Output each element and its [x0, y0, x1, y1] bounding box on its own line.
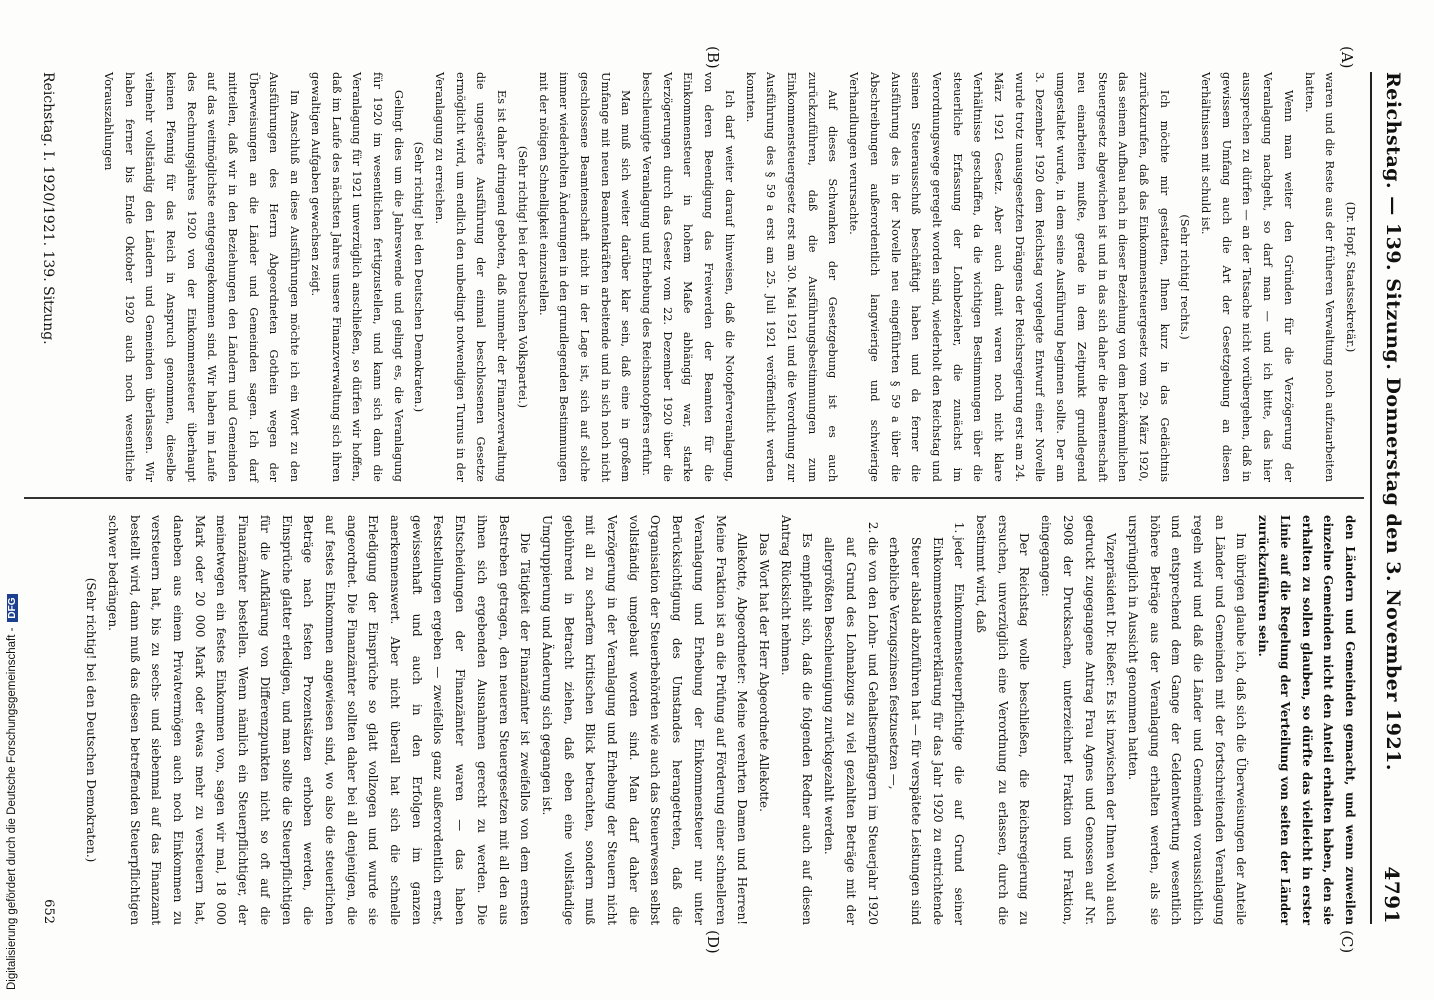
- paragraph: Ich darf weiter darauf hinweisen, daß die Notopferveranlagung, von deren Beendigung das Freiwerden der Beamten für die Einkommensteuer in hohem Maße abhängig war, starke Verzögerungen durch das Gesetz vom 22. Dezember 1920 über die beschleunigte Veranlagung und Erhebung des Reichsnotopfers erfuhr.: [640, 72, 736, 482]
- left-column: [97, 72, 1360, 482]
- paragraph: Das Wort hat der Herr Abgeordnete Allekotte.: [757, 533, 772, 812]
- header-page-number: 4791: [1380, 866, 1404, 924]
- right-column: [80, 515, 1360, 925]
- header-title: Reichstag. — 139. Sitzung. Donnerstag den 3. November 1921.: [1382, 72, 1404, 772]
- speaker-intro: (Dr. Hopf, Staatssekretär.): [1344, 201, 1357, 353]
- paragraph: Vizepräsident Dr. Rießer: Es ist inzwischen der Ihnen wohl auch gedruckt zugegangene Antrag Frau Agnes und Genossen auf Nr. 2908 der Drucksachen, unterzeichnet Fraktion und Fraktion, eingegangen:: [1039, 515, 1119, 925]
- paragraph: Es empfiehlt sich, daß die folgenden Redner auch auf diesen Antrag Rücksicht nehmen.: [778, 515, 815, 925]
- credit-text: Digitalisierung gefördert durch die Deutsche Forschungsgemeinschaft -: [6, 627, 18, 990]
- margin-mark-c: (C): [1338, 930, 1356, 954]
- paragraph: Es ist daher dringend geboten, daß nunmehr der Finanzverwaltung die ungestörte Ausführung der einmal beschlossenen Gesetze ermöglicht wird, um endlich den unbedingt notwendigen Turnus in der Veranlagung zu erreichen.: [433, 72, 509, 482]
- paragraph: Gelingt dies um die Jahreswende und gelingt es, die Veranlagung für 1920 im wesentlichen fertigzustellen, und kann sich dann die Veranlagung für 1921 unverzüglich anschließen, so dürfen wir hoffen, daß im Laufe des nächsten Jahres unsere Finanzverwaltung sich ihren gewaltigen Aufgaben gewachsen zeigt.: [308, 72, 405, 482]
- footer-source: Reichstag. I. 1920/1921. 139. Sitzung.: [40, 72, 56, 345]
- column-divider: [24, 497, 1364, 499]
- footer-page-number: 652: [41, 899, 56, 924]
- paragraph: Der Reichstag wolle beschließen, die Reichsregierung zu ersuchen, unverzüglich eine Verordnung zu erlassen, durch die bestimmt wird, daß: [974, 515, 1032, 925]
- paragraph: Im Anschluß an diese Ausführungen möchte ich ein Wort zu den Ausführungen des Herrn Abgeordneten Gothein wegen der Überweisungen an die Länder und Gemeinden sagen. Ich darf mitteilen, daß wir in den Beziehungen den Ländern und Gemeinden auf das weitmöglichste entgegengekommen sind. Wir haben im Laufe des Rechnungsjahres 1920 von der Einkommensteuer überhaupt keinen Pfennig für das Reich in Anspruch genommen, dieselbe vielmehr vollständig den Ländern und Gemeinden überlassen. Wir haben ferner bis Ende Oktober 1920 auch noch wesentliche Vorauszahlungen: [101, 72, 302, 482]
- header-rule: [1370, 72, 1372, 924]
- page-footer: [32, 72, 56, 924]
- paragraph: Allekotte, Abgeordneter: Meine verehrten Damen und Herren! Meine Fraktion ist an die Prüfung auf Förderung einer schnelleren Veranlagung und Erhebung der Einkommensteuer nur unter Berücksichtigung des Umstandes herangetreten, daß die Organisation der Steuerbehörden wie auch das Steuerwesen selbst vollständig umgebaut worden sind. Man darf daher die Verzögerung in der Veranlagung und Erhebung der Steuern nicht mit all zu scharfem kritischen Blick betrachten, sondern muß gebührend in Betracht ziehen, daß eben eine vollständige Umgruppierung und Änderung sich gegangen ist.: [539, 515, 750, 925]
- paragraph: Man muß sich weiter darüber klar sein, daß eine in großem Umfange mit neuen Beamtenkräften arbeitende und in sich noch nicht geschlossene Beamtenschaft nicht in der Lage ist, sich auf solche immer wiederholten Änderungen in den grundlegenden Bestimmungen mit der nötigen Schnelligkeit einzustellen.: [536, 72, 633, 482]
- interjection: (Sehr richtig! bei der Deutschen Volkspartei.): [515, 145, 529, 409]
- motion-list: [817, 515, 969, 925]
- paragraph: Wenn man weiter den Gründen für die Verzögerung der Veranlagung nachgeht, so darf man — und ich bitte, das hier aussprechen zu dürfen — an der Tatsache nicht vorübergehen, daß in gewissem Umfang auch die Art der Gesetzgebung an diesen Verhältnissen mit schuld ist.: [1199, 72, 1295, 482]
- margin-mark-b: (B): [704, 46, 722, 69]
- paragraph: Im übrigen glaube ich, daß sich die Überweisungen der Anteile an Länder und Gemeinden mit der fortschreitenden Veranlagung regeln wird und daß die Länder und Gemeinden voraussichtlich und entsprechend dem Gange der Geldentwertung wesentlich höhere Beträge aus der Veranlagung erhalten werden, als sie ursprünglich in Aussicht genommen hatten.: [1125, 515, 1249, 925]
- paragraph: Auf dieses Schwanken der Gesetzgebung ist es auch zurückzuführen, daß die Ausführungsbestimmungen zum Einkommensteuergesetz erst am 30. Mai 1921 und die Verordnung zur Ausführung des § 59 a erst am 25. Juli 1921 veröffentlicht werden konnten.: [743, 72, 840, 482]
- list-item: 2. die von den Lohn- und Gehaltsempfängern im Steuerjahr 1920 auf Grund des Lohnabzugs zu viel gezahlten Beträge mit der allergrößten Beschleunigung zurückgezahlt werden.: [817, 537, 882, 925]
- margin-mark-d: (D): [704, 930, 722, 954]
- list-item: 1. jeder Einkommensteuerpflichtige die auf Grund seiner Einkommensteuererklärung für das Jahr 1920 zu entrichtende Steuer alsbald abzuführen hat — für verspätete Leistungen sind erhebliche Verzugszinsen festzusetzen —,: [883, 537, 970, 925]
- interjection: (Sehr richtig! rechts.): [1178, 214, 1192, 340]
- paragraph: den Ländern und Gemeinden gemacht, und wenn zuweilen einzelne Gemeinden nicht den Anteil erhalten haben, den sie erhalten zu sollen glauben, so dürfte das vielleicht in erster Linie auf die Regelung der Verteilung von seiten der Länder zurückzuführen sein.: [1256, 515, 1357, 925]
- digitization-credit: [4, 390, 18, 990]
- interjection: (Sehr richtig! bei den Deutschen Demokraten.): [84, 577, 99, 863]
- paragraph: waren und die Reste aus der früheren Verwaltung noch aufzuarbeiten hatten.: [1302, 72, 1337, 482]
- interjection: (Sehr richtig! bei den Deutschen Demokraten.): [412, 141, 426, 413]
- dfg-logo: DFG: [7, 594, 18, 621]
- paragraph: Ich möchte mir gestatten, Ihnen kurz in das Gedächtnis zurückzurufen, daß das Einkommensteuergesetz vom 29. März 1920, das seinem Aufbau nach in dieser Beziehung von dem herkömmlichen Steuergesetz abgewichen ist und in das sich daher die Beamtenschaft neu einarbeiten mußte, gerade in dem Zeitpunkt grundlegend umgestaltet wurde, in dem seine Ausführung beginnen sollte. Der am 3. Dezember 1920 dem Reichstag vorgelegte Entwurf einer Novelle wurde trotz unausgesetzten Drängens der Reichsregierung erst am 24. März 1921 Gesetz. Aber auch damit waren noch nicht klare Verhältnisse geschaffen, da die wichtigen Bestimmungen über die steuerliche Erfassung der Lohnbezieher, die zunächst im Verordnungswege geregelt worden sind, wiederholt den Reichstag und seinen Steuerausschuß beschäftigt haben und da ferner die Ausführung des in der Novelle neu eingeführten § 59 a über die Abschreibungen außerordentlich langwierige und schwierige Verhandlungen verursachte.: [847, 72, 1171, 482]
- paragraph: Die Tätigkeit der Finanzämter ist zweifellos von dem ernsten Bestreben getragen, den neueren Steuergesetzen mit all den aus ihnen sich ergebenden Ausnahmen gerecht zu werden. Die Entscheidungen der Finanzämter waren — das haben Feststellungen ergeben — zweifellos ganz außerordentlich ernst, gewissenhaft und auch in den Erfolgen im ganzen anerkennenswert. Aber nicht überall hat sich die schnelle Erledigung der Einsprüche so glatt vollzogen und wurde sie angeordnet. Die Finanzämter sollten daher bei all denjenigen, die auf festes Einkommen angewiesen sind, wo also die steuerlichen Beträge nach festen Prozentsätzen erhoben werden, die Einsprüche glatter erledigen, und man sollte die Steuerpflichtigen für die Aufklärung von Differenzpunkten nicht so oft auf die Finanzämter bestellen. Wenn nämlich ein Steuerpflichtiger, der meinetwegen ein festes Einkommen von, sagen wir mal, 18 000 Mark oder 20 000 Mark oder etwas mehr zu versteuern hat, daneben aus einem Privatvermögen auch noch Einkommen zu versteuern hat, bis zu sechs- und siebenmal auf das Finanzamt bestellt wird, dann muß das diesen betreffenden Steuerpflichtigen schwer bedrängen.: [105, 515, 533, 925]
- margin-mark-a: (A): [1338, 46, 1356, 69]
- page-header: [1372, 72, 1412, 924]
